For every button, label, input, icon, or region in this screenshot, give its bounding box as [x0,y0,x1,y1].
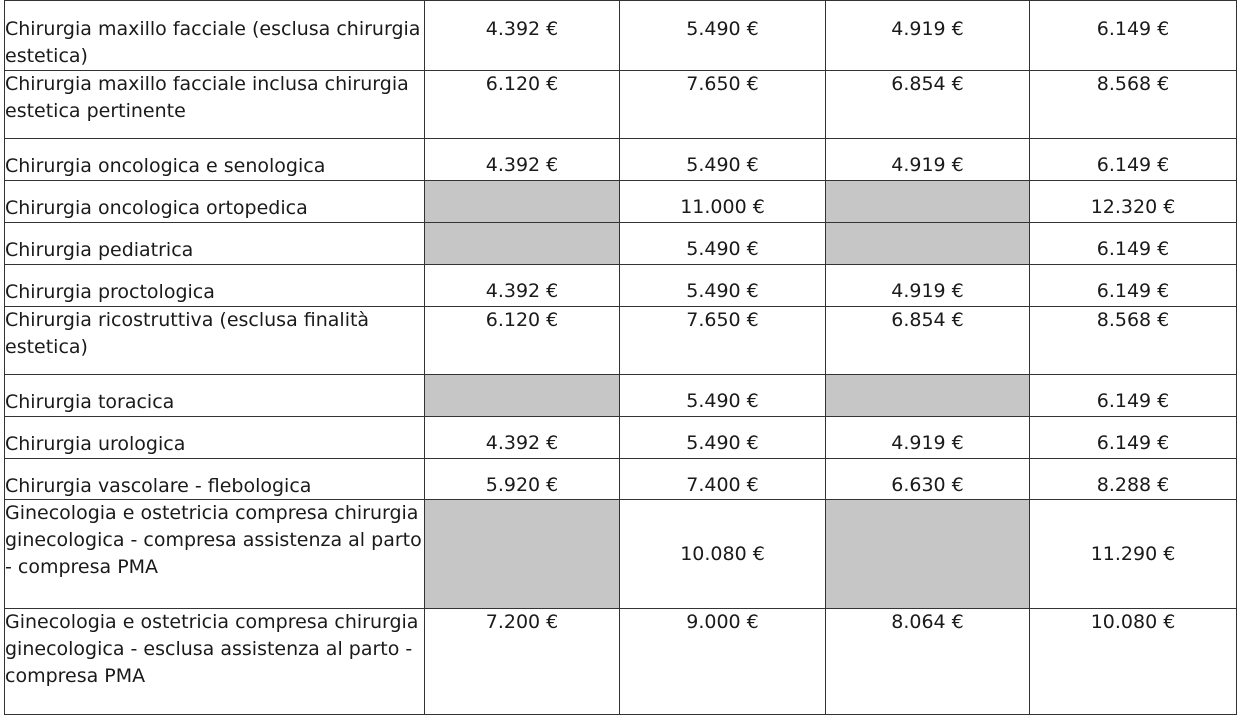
value-cell: 5.490 € [620,1,826,71]
value-cell: 10.080 € [620,500,826,609]
table-row [5,417,1237,459]
value-cell: 6.149 € [1030,375,1237,417]
row-label: Chirurgia maxillo facciale inclusa chirurgia estetica pertinente [5,71,425,139]
value-cell: 4.392 € [425,417,620,459]
table-row [5,265,1237,307]
row-label: Chirurgia proctologica [5,265,425,307]
row-label: Chirurgia vascolare - flebologica [5,459,425,500]
row-label: Chirurgia oncologica ortopedica [5,181,425,223]
value-cell: 5.490 € [620,375,826,417]
table-row [5,500,1237,609]
empty-cell [826,181,1030,223]
value-cell: 11.290 € [1030,500,1237,609]
value-cell: 6.854 € [826,307,1030,375]
value-cell: 7.400 € [620,459,826,500]
empty-cell [826,375,1030,417]
value-cell: 8.288 € [1030,459,1237,500]
empty-cell [425,375,620,417]
value-cell: 4.919 € [826,417,1030,459]
row-label: Chirurgia ricostruttiva (esclusa finalità estetica) [5,307,425,375]
row-label: Chirurgia toracica [5,375,425,417]
value-cell: 7.650 € [620,307,826,375]
table-row [5,181,1237,223]
table-row [5,459,1237,500]
table-row [5,71,1237,139]
value-cell: 4.392 € [425,265,620,307]
value-cell: 6.149 € [1030,417,1237,459]
value-cell: 5.490 € [620,139,826,181]
value-cell: 5.490 € [620,265,826,307]
empty-cell [425,223,620,265]
value-cell: 5.920 € [425,459,620,500]
value-cell: 6.149 € [1030,139,1237,181]
value-cell: 6.854 € [826,71,1030,139]
value-cell: 5.490 € [620,417,826,459]
empty-cell [826,500,1030,609]
value-cell: 11.000 € [620,181,826,223]
table-row [5,375,1237,417]
value-cell: 6.149 € [1030,223,1237,265]
row-label: Chirurgia pediatrica [5,223,425,265]
value-cell: 6.630 € [826,459,1030,500]
value-cell: 8.064 € [826,609,1030,715]
table-row [5,307,1237,375]
row-label: Chirurgia urologica [5,417,425,459]
value-cell: 4.919 € [826,1,1030,71]
value-cell: 6.149 € [1030,265,1237,307]
value-cell: 4.392 € [425,139,620,181]
value-cell: 4.392 € [425,1,620,71]
row-label: Chirurgia oncologica e senologica [5,139,425,181]
table-row [5,223,1237,265]
price-table [4,0,1237,715]
row-label: Ginecologia e ostetricia compresa chirurgia ginecologica - compresa assistenza al parto - compresa PMA [5,500,425,609]
value-cell: 8.568 € [1030,307,1237,375]
empty-cell [425,500,620,609]
value-cell: 9.000 € [620,609,826,715]
empty-cell [826,223,1030,265]
value-cell: 6.120 € [425,71,620,139]
value-cell: 12.320 € [1030,181,1237,223]
value-cell: 4.919 € [826,265,1030,307]
value-cell: 6.120 € [425,307,620,375]
row-label: Chirurgia maxillo facciale (esclusa chirurgia estetica) [5,1,425,71]
value-cell: 10.080 € [1030,609,1237,715]
table-row [5,1,1237,71]
value-cell: 7.650 € [620,71,826,139]
value-cell: 5.490 € [620,223,826,265]
row-label: Ginecologia e ostetricia compresa chirurgia ginecologica - esclusa assistenza al parto - compresa PMA [5,609,425,715]
value-cell: 6.149 € [1030,1,1237,71]
value-cell: 7.200 € [425,609,620,715]
empty-cell [425,181,620,223]
value-cell: 8.568 € [1030,71,1237,139]
value-cell: 4.919 € [826,139,1030,181]
table-row [5,609,1237,715]
table-row [5,139,1237,181]
